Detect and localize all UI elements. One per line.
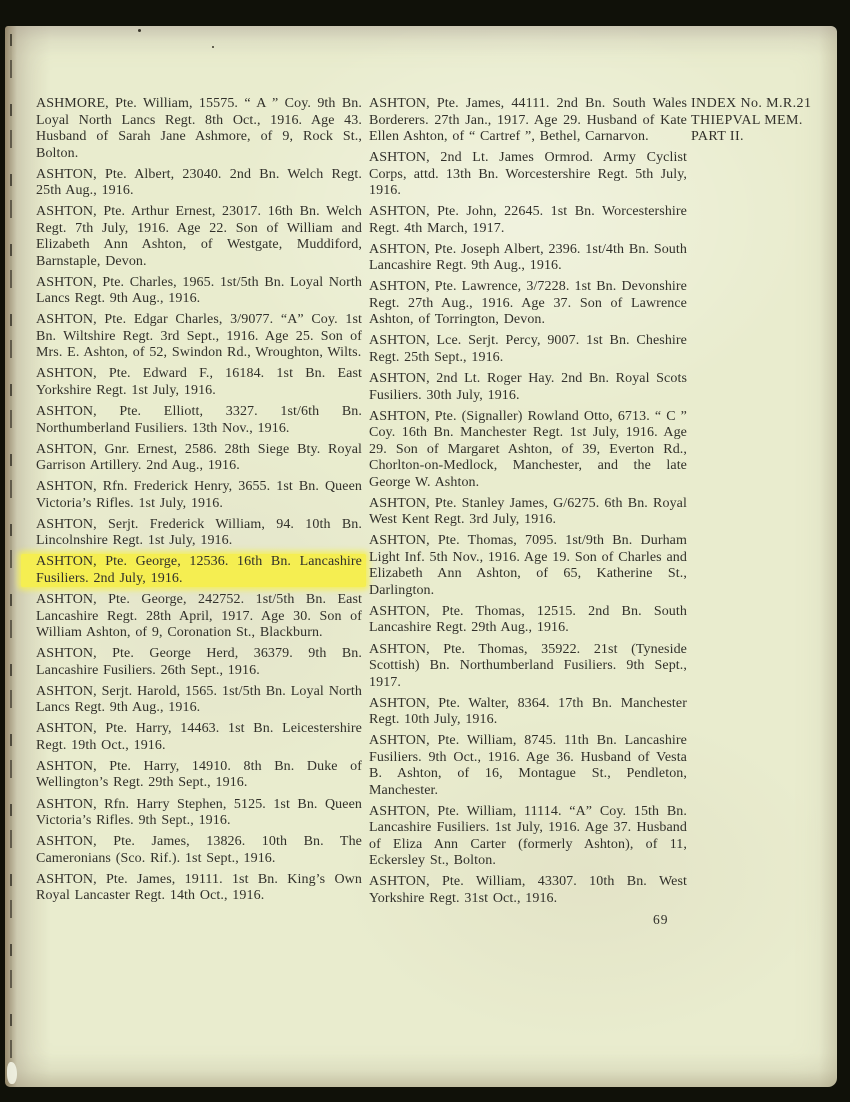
- register-entry: ASHTON, Pte. Joseph Albert, 2396. 1st/4th Bn. South Lancashire Regt. 9th Aug., 1916.: [369, 241, 687, 274]
- register-entry: ASHTON, Pte. Thomas, 35922. 21st (Tyneside Scottish) Bn. Northumberland Fusiliers. 9th Sept., 1917.: [369, 641, 687, 690]
- ink-speck: [212, 46, 214, 48]
- register-entry: ASHTON, Pte. Walter, 8364. 17th Bn. Manchester Regt. 10th July, 1916.: [369, 695, 687, 728]
- spine-crease: [10, 34, 12, 1069]
- register-entry: ASHTON, Gnr. Ernest, 2586. 28th Siege Bty. Royal Garrison Artillery. 2nd Aug., 1916.: [36, 441, 362, 474]
- register-entry: ASHTON, Pte. George Herd, 36379. 9th Bn. Lancashire Fusiliers. 26th Sept., 1916.: [36, 646, 362, 678]
- register-entry: ASHTON, Pte. James, 13826. 10th Bn. The Cameronians (Sco. Rif.). 1st Sept., 1916.: [36, 834, 362, 866]
- index-header-line: PART II.: [691, 129, 744, 144]
- register-column-left: [36, 96, 362, 909]
- register-entry: ASHTON, Pte. (Signaller) Rowland Otto, 6713. “ C ” Coy. 16th Bn. Manchester Regt. 1st July, 1916. Age 29. Son of Margaret Ashton, of 39, Everton Rd., Chorlton-on-Medlock, Manchester, and the late George W. Ashton.: [369, 408, 687, 490]
- book-page: [5, 26, 837, 1087]
- register-entry: ASHTON, Pte. Charles, 1965. 1st/5th Bn. Loyal North Lancs Regt. 9th Aug., 1916.: [36, 274, 362, 307]
- register-column-right: [369, 96, 687, 912]
- register-entry: ASHTON, Serjt. Frederick William, 94. 10th Bn. Lincolnshire Regt. 1st July, 1916.: [36, 516, 362, 549]
- page-number: 69: [653, 912, 669, 927]
- register-entry: ASHTON, Pte. Arthur Ernest, 23017. 16th Bn. Welch Regt. 7th July, 1916. Age 22. Son of William and Elizabeth Ann Ashton, of Westgate, Muddiford, Barnstaple, Devon.: [36, 204, 362, 269]
- register-entry: ASHTON, Pte. Lawrence, 3/7228. 1st Bn. Devonshire Regt. 27th Aug., 1916. Age 37. Son of Lawrence Ashton, of Torrington, Devon.: [369, 279, 687, 328]
- register-entry: ASHTON, Pte. Thomas, 7095. 1st/9th Bn. Durham Light Inf. 5th Nov., 1916. Age 19. Son of Charles and Elizabeth Ann Ashton, of 65, Katherine St., Darlington.: [369, 533, 687, 598]
- register-entry: ASHTON, 2nd Lt. James Ormrod. Army Cyclist Corps, attd. 13th Bn. Worcestershire Regt. 5th July, 1916.: [369, 150, 687, 199]
- register-entry: ASHTON, Pte. James, 19111. 1st Bn. King’s Own Royal Lancaster Regt. 14th Oct., 1916.: [36, 871, 362, 904]
- index-header-line: INDEX No. M.R.21: [691, 96, 812, 111]
- index-header-line: THIEPVAL MEM.: [691, 112, 803, 128]
- register-entry: ASHTON, Pte. Thomas, 12515. 2nd Bn. South Lancashire Regt. 29th Aug., 1916.: [369, 603, 687, 636]
- register-entry: ASHTON, Pte. George, 242752. 1st/5th Bn. East Lancashire Regt. 28th April, 1917. Age 30. Son of William Ashton, of 9, Coronation St., Blackburn.: [36, 592, 362, 641]
- register-entry: ASHTON, Rfn. Frederick Henry, 3655. 1st Bn. Queen Victoria’s Rifles. 1st July, 1916.: [36, 479, 362, 511]
- page-corner-wear: [7, 1062, 17, 1084]
- register-entry: ASHTON, Pte. Albert, 23040. 2nd Bn. Welch Regt. 25th Aug., 1916.: [36, 166, 362, 199]
- register-entry: ASHTON, Pte. Harry, 14910. 8th Bn. Duke of Wellington’s Regt. 29th Sept., 1916.: [36, 758, 362, 791]
- register-entry: ASHTON, Pte. Stanley James, G/6275. 6th Bn. Royal West Kent Regt. 3rd July, 1916.: [369, 495, 687, 528]
- register-entry: ASHTON, Pte. Harry, 14463. 1st Bn. Leicestershire Regt. 19th Oct., 1916.: [36, 721, 362, 753]
- ink-speck: [138, 29, 141, 32]
- register-entry: ASHTON, Pte. Elliott, 3327. 1st/6th Bn. Northumberland Fusiliers. 13th Nov., 1916.: [36, 404, 362, 436]
- register-entry: ASHTON, 2nd Lt. Roger Hay. 2nd Bn. Royal Scots Fusiliers. 30th July, 1916.: [369, 371, 687, 403]
- register-entry-highlighted: ASHTON, Pte. George, 12536. 16th Bn. Lancashire Fusiliers. 2nd July, 1916.: [21, 554, 366, 587]
- register-entry: ASHTON, Lce. Serjt. Percy, 9007. 1st Bn. Cheshire Regt. 25th Sept., 1916.: [369, 333, 687, 365]
- register-entry: ASHTON, Pte. William, 11114. “A” Coy. 15th Bn. Lancashire Fusiliers. 1st July, 1916. Age 37. Husband of Eliza Ann Carter (formerly Ashton), of 11, Eckersley St., Bolton.: [369, 803, 687, 869]
- index-header: [691, 96, 841, 146]
- register-entry: ASHTON, Pte. William, 43307. 10th Bn. West Yorkshire Regt. 31st Oct., 1916.: [369, 874, 687, 906]
- register-entry: ASHTON, Serjt. Harold, 1565. 1st/5th Bn. Loyal North Lancs Regt. 9th Aug., 1916.: [36, 683, 362, 716]
- register-entry: ASHTON, Pte. James, 44111. 2nd Bn. South Wales Borderers. 27th Jan., 1917. Age 29. Husband of Kate Ellen Ashton, of “ Cartref ”, Bethel, Carnarvon.: [369, 96, 687, 144]
- register-entry: ASHTON, Pte. John, 22645. 1st Bn. Worcestershire Regt. 4th March, 1917.: [369, 204, 687, 236]
- register-entry: ASHTON, Rfn. Harry Stephen, 5125. 1st Bn. Queen Victoria’s Rifles. 9th Sept., 1916.: [36, 796, 362, 828]
- register-entry: ASHTON, Pte. William, 8745. 11th Bn. Lancashire Fusiliers. 9th Oct., 1916. Age 36. Husband of Vesta B. Ashton, of 16, Montague St., Pendleton, Manchester.: [369, 733, 687, 798]
- register-entry: ASHTON, Pte. Edgar Charles, 3/9077. “A” Coy. 1st Bn. Wiltshire Regt. 3rd Sept., 1916. Age 25. Son of Mrs. E. Ashton, of 52, Swindon Rd., Wroughton, Wilts.: [36, 312, 362, 361]
- register-entry: ASHTON, Pte. Edward F., 16184. 1st Bn. East Yorkshire Regt. 1st July, 1916.: [36, 366, 362, 398]
- register-entry: ASHMORE, Pte. William, 15575. “ A ” Coy. 9th Bn. Loyal North Lancs Regt. 8th Oct., 1916. Age 43. Husband of Sarah Jane Ashmore, of 9, Rock St., Bolton.: [36, 96, 362, 161]
